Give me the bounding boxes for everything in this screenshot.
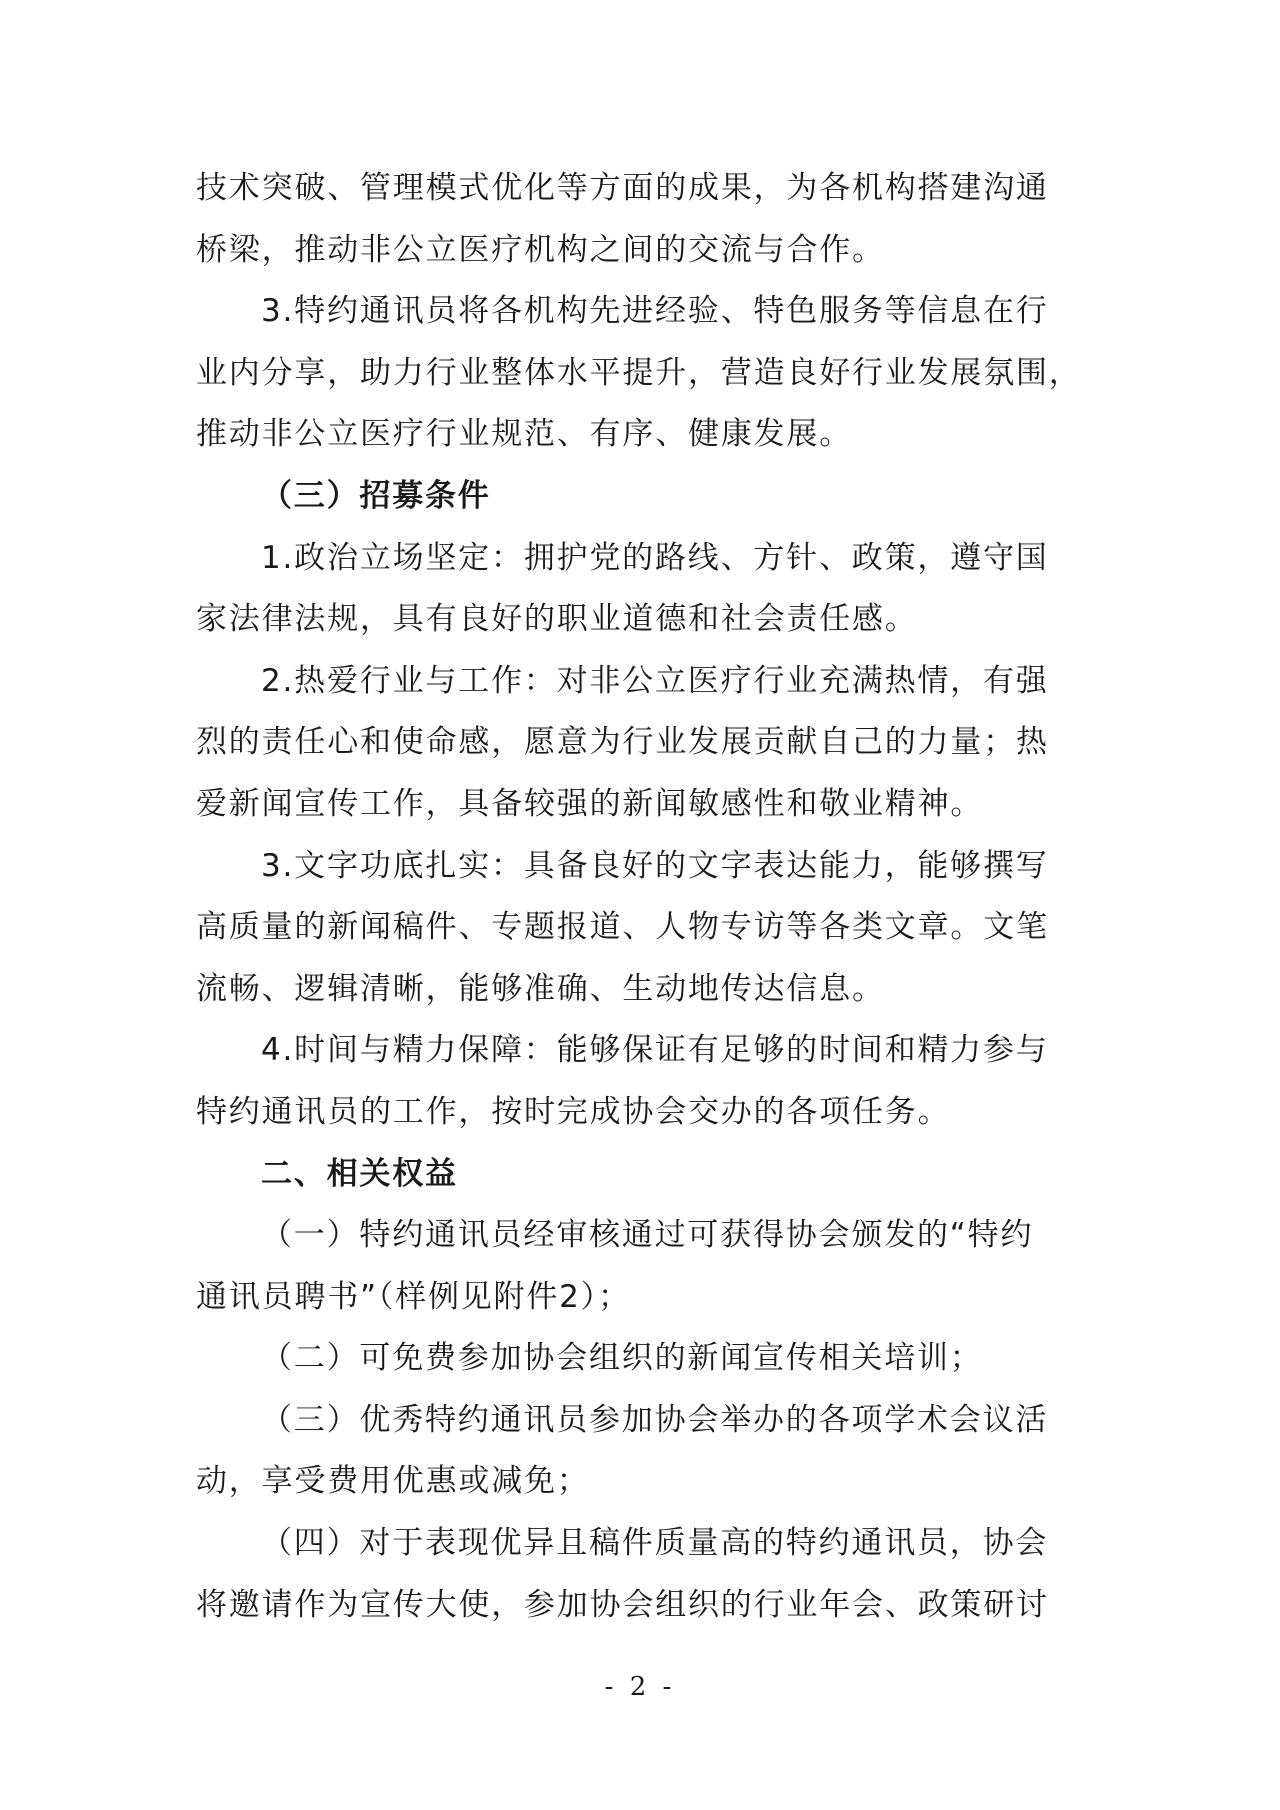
body-line: 3.特约通讯员将各机构先进经验、特色服务等信息在行 bbox=[261, 293, 1049, 330]
body-line: 桥梁，推动非公立医疗机构之间的交流与合作。 bbox=[196, 231, 885, 268]
body-line: 1.政治立场坚定：拥护党的路线、方针、政策，遵守国 bbox=[261, 539, 1049, 576]
page-number: - 2 - bbox=[604, 1672, 676, 1702]
body-line: （四）对于表现优异且稿件质量高的特约通讯员，协会 bbox=[261, 1525, 1049, 1562]
body-line: （三）优秀特约通讯员参加协会举办的各项学术会议活 bbox=[261, 1401, 1049, 1438]
body-line: 流畅、逻辑清晰，能够准确、生动地传达信息。 bbox=[196, 970, 885, 1007]
body-line: （一）特约通讯员经审核通过可获得协会颁发的“特约 bbox=[261, 1217, 1034, 1254]
body-line: 通讯员聘书”（样例见附件2）； bbox=[196, 1278, 631, 1315]
body-line: （二）可免费参加协会组织的新闻宣传相关培训； bbox=[261, 1340, 983, 1377]
body-line: 2.热爱行业与工作：对非公立医疗行业充满热情，有强 bbox=[261, 662, 1049, 699]
body-line: 高质量的新闻稿件、专题报道、人物专访等各类文章。文笔 bbox=[196, 909, 1049, 946]
body-line: 将邀请作为宣传大使，参加协会组织的行业年会、政策研讨 bbox=[196, 1586, 1049, 1623]
document-body bbox=[196, 158, 1084, 1636]
body-line: 4.时间与精力保障：能够保证有足够的时间和精力参与 bbox=[261, 1032, 1049, 1069]
body-line: 动，享受费用优惠或减免； bbox=[196, 1463, 590, 1500]
body-line: 业内分享，助力行业整体水平提升，营造良好行业发展氛围， bbox=[196, 354, 1082, 391]
section-heading-recruitment-conditions: （三）招募条件 bbox=[261, 477, 491, 514]
body-line: 技术突破、管理模式优化等方面的成果，为各机构搭建沟通 bbox=[196, 170, 1049, 206]
body-line: 爱新闻宣传工作，具备较强的新闻敏感性和敬业精神。 bbox=[196, 785, 984, 822]
body-line: 特约通讯员的工作，按时完成协会交办的各项任务。 bbox=[196, 1093, 951, 1130]
body-line: 烈的责任心和使命感，愿意为行业发展贡献自己的力量；热 bbox=[196, 724, 1049, 761]
body-line: 推动非公立医疗行业规范、有序、健康发展。 bbox=[196, 416, 852, 453]
body-line: 3.文字功底扎实：具备良好的文字表达能力，能够撰写 bbox=[261, 847, 1049, 884]
section-heading-related-rights: 二、相关权益 bbox=[261, 1155, 458, 1192]
body-line: 家法律法规，具有良好的职业道德和社会责任感。 bbox=[196, 601, 918, 638]
